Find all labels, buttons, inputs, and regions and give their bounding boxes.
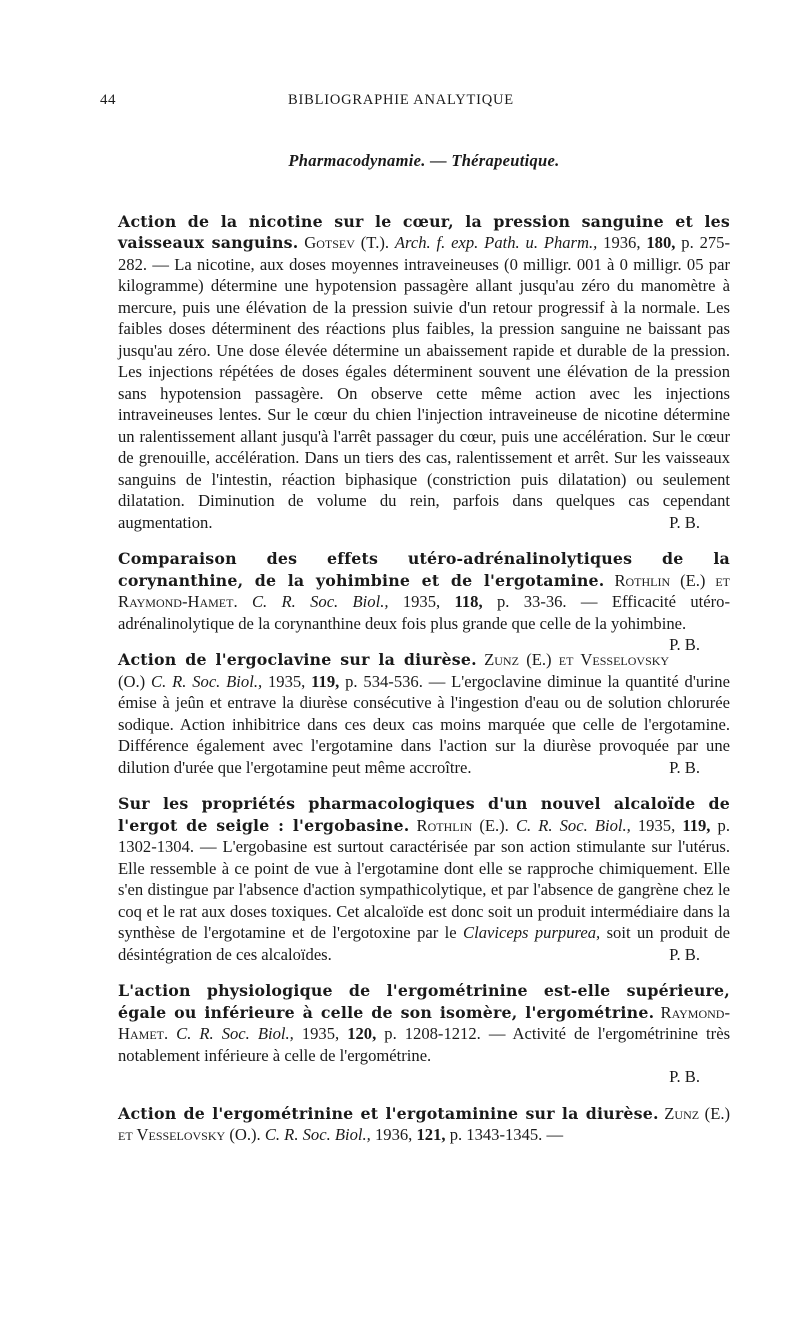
entry-journal: C. R. Soc. Biol., xyxy=(515,815,631,835)
entry-signature: P. B. xyxy=(669,1067,700,1086)
entry-pages: p. 275-282. xyxy=(118,233,730,274)
entry-title: Action de l'ergoclavine sur la diurèse. xyxy=(118,650,477,669)
entry-title: Action de l'ergométrinine et l'ergotaminine sur la diurèse. xyxy=(118,1103,659,1123)
entry-title: L'action physiologique de l'ergométrinine est-elle supérieure, égale ou inférieure à celle de son isomère, l'ergométrine. xyxy=(118,981,730,1022)
entry-volume: 119, xyxy=(682,815,711,835)
entry-body: — Activité de l'ergométrinine très notablement inférieure à celle de l'ergométrine. xyxy=(118,1024,731,1065)
entry-signature: P. B. xyxy=(669,512,700,532)
section-title: Pharmacodynamie. — Thérapeutique. xyxy=(288,151,560,170)
entry-species: Claviceps purpurea, xyxy=(463,923,601,942)
entry-author: Gotsev (T.). xyxy=(304,233,390,252)
entry-year: 1935, xyxy=(637,815,676,835)
entry-body: — Efficacité utéro-adrénalinolytique de la corynanthine deux fois plus grande que celle de la yohimbine. xyxy=(118,592,730,633)
entry-pages: p. 1208-1212. xyxy=(384,1024,481,1043)
entry-pages: p. 33-36. xyxy=(496,592,567,611)
entry-body: — La nicotine, aux doses moyennes intraveineuses (0 milligr. 001 à 0 milligr. 05 par kilogramme) détermine une hypotension passagère allant jusqu'au zéro du manomètre à mercure, puis une élévation de la pression suivie d'un retour progressif à la normale. Les faibles doses déterminent des réactions plus faibles, la pression sanguine ne baissant pas jusqu'au zéro. Une dose élevée détermine un abaissement rapide et durable de la pression. Les injections répétées de doses égales déterminent souvent une élévation de la pression sans hypotension passagère. On observe cette même action avec les injections intraveineuses lentes. Sur le cœur du chien l'injection intraveineuse de nicotine détermine un ralentissement allant jusqu'à l'arrêt passager du cœur, puis une accélération. Sur le cœur de grenouille, accélération. Dans un tiers des cas, ralentissement et arrêt. Sur les vaisseaux sanguins de l'intestin, réaction biphasique (constriction puis dilatation) ou seulement dilatation. Diminution de volume du rein, parfois dans quelques cas cependant augmentation. xyxy=(118,254,730,532)
entry-signature: P. B. xyxy=(669,635,700,654)
entry-body: — L'ergobasine est surtout caractérisée par son action stimulante sur l'utérus. Elle ressemble à ce point de vue à l'ergotamine dont elle se rapproche chimiquement. Elle s'en distingue par l'absence d'action sympathicolytique, et par l'absence de gangrène chez le coq et le rat aux doses toxiques. Cet alcaloïde est donc soit un produit intermédiaire dans la synthèse de l'ergotamine et de l'ergotoxine par le xyxy=(118,837,731,942)
entry-volume: 180, xyxy=(646,233,676,252)
entry-title: Sur les propriétés pharmacologiques d'un nouvel alcaloïde de l'ergot de seigle : l'ergobasine. xyxy=(118,794,730,835)
entry-journal: C. R. Soc. Biol., xyxy=(264,1125,371,1144)
entry-author: Raymond-Hamet. xyxy=(118,1002,730,1043)
entry-author: Zunz (E.) et Vesselovsky (O.) xyxy=(118,650,670,691)
entry-year: 1935, xyxy=(402,592,441,611)
entry-year: 1936, xyxy=(603,233,641,252)
bibliography-entry xyxy=(118,548,731,654)
entry-year: 1936, xyxy=(374,1125,413,1144)
page-number: 44 xyxy=(100,92,116,108)
entry-signature: P. B. xyxy=(669,757,700,777)
running-head xyxy=(100,90,730,114)
entry-volume: 120, xyxy=(347,1024,377,1043)
entry-body: — L'ergoclavine diminue la quantité d'urine émise à jeûn et entrave la diurèse consécutive à l'ingestion d'eau ou de solution chlorurée sodique. Action inhibitrice dans ces deux cas moins marquée que celle de l'ergotamine. Différence également avec l'ergotamine dans l'action sur la diurèse provoquée par une dilution d'urée que l'ergotamine peut même accroître. xyxy=(118,671,730,777)
entry-author: Rothlin (E.) et Raymond-Hamet. xyxy=(118,570,731,611)
entry-body: — xyxy=(546,1125,564,1144)
entry-author: Rothlin (E.). xyxy=(416,815,509,835)
entry-title: Comparaison des effets utéro-adrénalinolytiques de la corynanthine, de la yohimbine et de l'ergotamine. xyxy=(118,549,730,590)
entry-year: 1935, xyxy=(301,1024,340,1043)
running-title: BIBLIOGRAPHIE ANALYTIQUE xyxy=(288,92,514,108)
bibliography-entry xyxy=(118,1103,730,1146)
entry-volume: 118, xyxy=(454,592,483,611)
entry-journal: C. R. Soc. Biol., xyxy=(176,1024,294,1043)
entry-journal: C. R. Soc. Biol., xyxy=(251,592,389,611)
bibliography-entry xyxy=(118,649,730,778)
entry-volume: 119, xyxy=(311,671,340,691)
bibliography-entry xyxy=(118,980,730,1088)
entry-journal: Arch. f. exp. Path. u. Pharm., xyxy=(394,233,598,252)
entry-pages: p. 534-536. xyxy=(345,671,423,691)
entry-journal: C. R. Soc. Biol., xyxy=(151,671,263,691)
page xyxy=(100,90,731,1146)
entry-author: Zunz (E.) et Vesselovsky (O.). xyxy=(118,1103,730,1144)
bibliography-entry xyxy=(118,793,730,965)
entry-year: 1935, xyxy=(267,671,306,691)
entry-body-end: soit un produit de désintégration de ces alcaloïdes. xyxy=(118,923,730,964)
entry-signature: P. B. xyxy=(669,944,700,964)
bibliography-entry xyxy=(118,211,730,534)
entry-pages: p. 1343-1345. xyxy=(449,1125,543,1144)
entry-volume: 121, xyxy=(416,1125,446,1144)
entry-pages: p. 1302-1304. xyxy=(118,815,730,856)
entry-title: Action de la nicotine sur le cœur, la pression sanguine et les vaisseaux sanguins. xyxy=(118,211,730,252)
